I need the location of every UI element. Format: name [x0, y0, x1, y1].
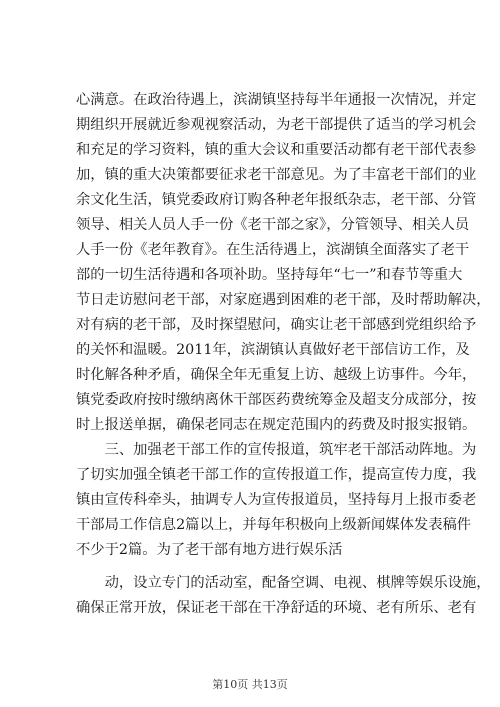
text-line: 节日走访慰问老干部，对家庭遇到困难的老干部，及时帮助解决，: [76, 292, 491, 308]
text-line: 领导、相关人员人手一份《老干部之家》，分管领导、相关人员: [76, 217, 470, 233]
text-line: 不少于2篇。为了老干部有地方进行娱乐活: [76, 542, 343, 558]
text-line: 镇党委政府按时缴纳离休干部医药费统筹金及超支分成部分，按: [76, 392, 477, 408]
text-line: 时化解各种矛盾，确保全年无重复上访、越级上访事件。今年，: [76, 367, 477, 383]
text-line: 部的一切生活待遇和各项补助。坚持每年“七一”和春节等重大: [76, 267, 463, 283]
text-line: 的关怀和温暖。2011年，滨湖镇认真做好老干部信访工作，及: [76, 342, 470, 358]
page-number-footer: 第10页 共13页: [212, 678, 288, 691]
text-line: 时上报送单据，确保老同志在规定范围内的药费及时报实报销。: [76, 417, 477, 433]
text-line: 镇由宣传科牵头，抽调专人为宣传报道员，坚持每月上报市委老: [76, 492, 477, 508]
text-line: 心满意。在政治待遇上，滨湖镇坚持每半年通报一次情况，并定: [76, 92, 477, 108]
text-line: 了切实加强全镇老干部工作的宣传报道工作，提高宣传力度，我: [76, 467, 477, 483]
text-line: 人手一份《老年教育》。在生活待遇上，滨湖镇全面落实了老干: [76, 242, 470, 258]
text-line: 干部局工作信息2篇以上，并每年积极向上级新闻媒体发表稿件: [76, 517, 472, 533]
text-line: 确保正常开放，保证老干部在干净舒适的环境、老有所乐、老有: [76, 600, 477, 616]
text-line: 期组织开展就近参观视察活动，为老干部提供了适当的学习机会: [76, 117, 477, 133]
text-line: 加，镇的重大决策都要征求老干部意见。为了丰富老干部们的业: [76, 167, 477, 183]
text-line: 动，设立专门的活动室，配备空调、电视、棋牌等娱乐设施，: [76, 575, 491, 591]
text-line: 余文化生活，镇党委政府订购各种老年报纸杂志，老干部、分管: [76, 192, 477, 208]
text-line: 对有病的老干部，及时探望慰问，确实让老干部感到党组织给予: [76, 317, 477, 333]
text-line: 和充足的学习资料，镇的重大会议和重要活动都有老干部代表参: [76, 142, 477, 158]
text-line: 三、加强老干部工作的宣传报道，筑牢老干部活动阵地。为: [76, 442, 477, 458]
body-text: [76, 88, 491, 621]
